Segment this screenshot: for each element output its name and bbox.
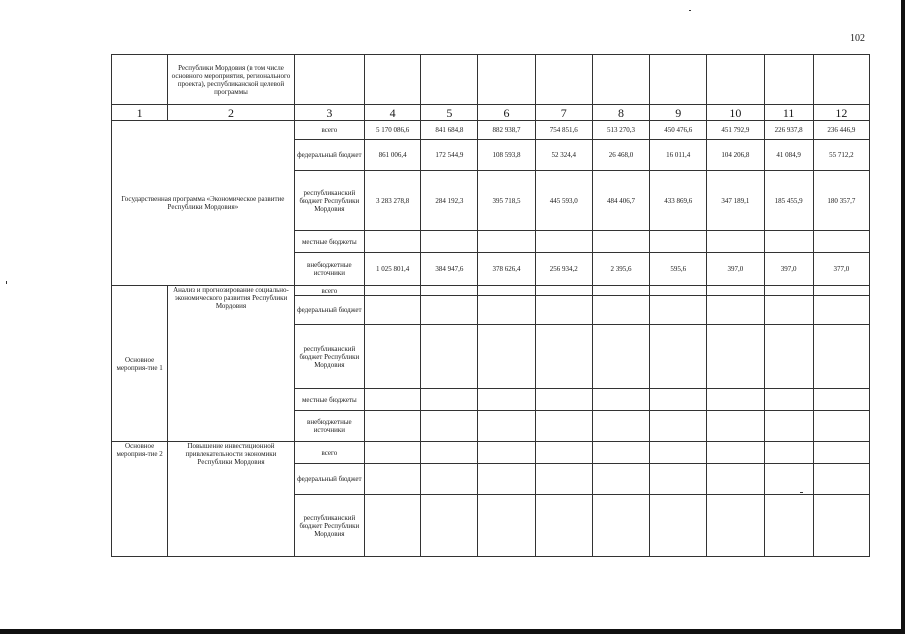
value-cell: 433 869,6 (650, 171, 707, 231)
value-cell (764, 411, 813, 442)
value-cell (813, 411, 869, 442)
value-cell: 16 011,4 (650, 140, 707, 171)
value-cell (421, 389, 478, 411)
source-label: федеральный бюджет (294, 296, 364, 325)
value-cell: 185 455,9 (764, 171, 813, 231)
value-cell (764, 389, 813, 411)
value-cell: 445 593,0 (535, 171, 592, 231)
value-cell (764, 296, 813, 325)
column-number: 10 (707, 105, 764, 121)
page-number: 102 (850, 33, 865, 44)
value-cell (764, 495, 813, 557)
value-cell (364, 286, 420, 296)
value-cell: 236 446,9 (813, 121, 869, 140)
value-cell (535, 411, 592, 442)
value-cell (707, 325, 764, 389)
value-cell (364, 495, 420, 557)
source-label: республиканский бюджет Республики Мордовия (294, 325, 364, 389)
value-cell: 451 792,9 (707, 121, 764, 140)
value-cell (813, 495, 869, 557)
table-cell (764, 55, 813, 105)
value-cell (650, 442, 707, 464)
value-cell (421, 296, 478, 325)
value-cell: 484 406,7 (592, 171, 649, 231)
scan-speck (6, 281, 7, 284)
value-cell (478, 389, 535, 411)
value-cell (478, 495, 535, 557)
table-cell (294, 55, 364, 105)
value-cell (764, 286, 813, 296)
activity2-label: Основное мероприя-тие 2 (112, 442, 168, 557)
value-cell (707, 464, 764, 495)
value-cell (650, 231, 707, 253)
value-cell (592, 296, 649, 325)
value-cell (364, 389, 420, 411)
value-cell (707, 411, 764, 442)
value-cell (764, 325, 813, 389)
value-cell: 226 937,8 (764, 121, 813, 140)
value-cell: 347 189,1 (707, 171, 764, 231)
value-cell: 882 938,7 (478, 121, 535, 140)
value-cell (535, 296, 592, 325)
activity1-label: Основное мероприя-тие 1 (112, 286, 168, 442)
value-cell (421, 411, 478, 442)
source-label: всего (294, 121, 364, 140)
value-cell (478, 325, 535, 389)
value-cell (650, 495, 707, 557)
value-cell: 377,0 (813, 253, 869, 286)
table-cell (650, 55, 707, 105)
value-cell (535, 286, 592, 296)
value-cell: 384 947,6 (421, 253, 478, 286)
value-cell (478, 411, 535, 442)
table-cell (478, 55, 535, 105)
column-number: 9 (650, 105, 707, 121)
value-cell (592, 325, 649, 389)
column-number: 5 (421, 105, 478, 121)
value-cell (813, 464, 869, 495)
column-number: 8 (592, 105, 649, 121)
column-number: 7 (535, 105, 592, 121)
table-cell (112, 55, 168, 105)
value-cell (535, 442, 592, 464)
value-cell (478, 296, 535, 325)
value-cell: 104 206,8 (707, 140, 764, 171)
value-cell (707, 442, 764, 464)
value-cell (535, 325, 592, 389)
value-cell: 108 593,8 (478, 140, 535, 171)
table-row-column-numbers (112, 105, 870, 121)
value-cell: 256 934,2 (535, 253, 592, 286)
value-cell: 1 025 801,4 (364, 253, 420, 286)
value-cell (592, 389, 649, 411)
scan-edge-right (901, 0, 905, 634)
value-cell (707, 286, 764, 296)
table-cell-program-desc: Республики Мордовия (в том числе основного мероприятия, регионального проекта), республиканской целевой программы (168, 55, 295, 105)
value-cell (650, 296, 707, 325)
value-cell (707, 495, 764, 557)
source-label: федеральный бюджет (294, 464, 364, 495)
value-cell (707, 296, 764, 325)
value-cell: 284 192,3 (421, 171, 478, 231)
value-cell (535, 464, 592, 495)
value-cell (813, 286, 869, 296)
value-cell (650, 464, 707, 495)
source-label: местные бюджеты (294, 389, 364, 411)
value-cell (764, 231, 813, 253)
value-cell (364, 296, 420, 325)
column-number: 1 (112, 105, 168, 121)
table-cell (535, 55, 592, 105)
value-cell (650, 389, 707, 411)
value-cell: 172 544,9 (421, 140, 478, 171)
value-cell (650, 411, 707, 442)
table-cell (364, 55, 420, 105)
program-title: Государственная программа «Экономическое развитие Республики Мордовия» (112, 121, 295, 286)
value-cell (364, 442, 420, 464)
source-label: всего (294, 442, 364, 464)
budget-table (111, 54, 870, 557)
value-cell (364, 231, 420, 253)
value-cell (764, 464, 813, 495)
value-cell (421, 286, 478, 296)
value-cell (592, 231, 649, 253)
table-cell (707, 55, 764, 105)
value-cell: 55 712,2 (813, 140, 869, 171)
column-number: 6 (478, 105, 535, 121)
value-cell: 397,0 (707, 253, 764, 286)
source-label: республиканский бюджет Республики Мордовия (294, 495, 364, 557)
value-cell (813, 389, 869, 411)
value-cell (592, 286, 649, 296)
value-cell (421, 464, 478, 495)
table-row-activity2-total (112, 442, 870, 464)
value-cell (478, 464, 535, 495)
column-number: 11 (764, 105, 813, 121)
source-label: местные бюджеты (294, 231, 364, 253)
value-cell: 395 718,5 (478, 171, 535, 231)
value-cell (650, 286, 707, 296)
value-cell (592, 411, 649, 442)
value-cell (478, 231, 535, 253)
value-cell: 754 851,6 (535, 121, 592, 140)
column-number: 2 (168, 105, 295, 121)
table-row-activity1-total (112, 286, 870, 296)
value-cell (592, 495, 649, 557)
source-label: внебюджетные источники (294, 411, 364, 442)
value-cell: 3 283 278,8 (364, 171, 420, 231)
value-cell (478, 442, 535, 464)
table-row-continued-header (112, 55, 870, 105)
value-cell (364, 464, 420, 495)
value-cell (592, 442, 649, 464)
table-cell (592, 55, 649, 105)
value-cell (364, 411, 420, 442)
column-number: 4 (364, 105, 420, 121)
value-cell (478, 286, 535, 296)
value-cell (813, 325, 869, 389)
value-cell (650, 325, 707, 389)
value-cell: 595,6 (650, 253, 707, 286)
value-cell: 378 626,4 (478, 253, 535, 286)
value-cell: 52 324,4 (535, 140, 592, 171)
value-cell: 2 395,6 (592, 253, 649, 286)
value-cell: 180 357,7 (813, 171, 869, 231)
scan-edge-bottom (0, 629, 905, 634)
value-cell (764, 442, 813, 464)
source-label: республиканский бюджет Республики Мордовия (294, 171, 364, 231)
value-cell: 513 270,3 (592, 121, 649, 140)
value-cell (535, 231, 592, 253)
source-label: внебюджетные источники (294, 253, 364, 286)
scan-speck (689, 10, 691, 11)
value-cell (707, 231, 764, 253)
value-cell (421, 231, 478, 253)
value-cell: 397,0 (764, 253, 813, 286)
value-cell (813, 296, 869, 325)
value-cell: 41 084,9 (764, 140, 813, 171)
value-cell: 5 170 086,6 (364, 121, 420, 140)
value-cell: 450 476,6 (650, 121, 707, 140)
value-cell (421, 442, 478, 464)
source-label: федеральный бюджет (294, 140, 364, 171)
value-cell (813, 231, 869, 253)
value-cell (813, 442, 869, 464)
table-cell (421, 55, 478, 105)
value-cell (364, 325, 420, 389)
value-cell (707, 389, 764, 411)
value-cell (421, 325, 478, 389)
value-cell (592, 464, 649, 495)
value-cell: 861 006,4 (364, 140, 420, 171)
value-cell (535, 389, 592, 411)
column-number: 3 (294, 105, 364, 121)
table-row-program-total (112, 121, 870, 140)
column-number: 12 (813, 105, 869, 121)
value-cell (421, 495, 478, 557)
value-cell: 26 468,0 (592, 140, 649, 171)
source-label: всего (294, 286, 364, 296)
value-cell: 841 684,8 (421, 121, 478, 140)
table-cell (813, 55, 869, 105)
value-cell (535, 495, 592, 557)
activity2-name: Повышение инвестиционной привлекательности экономики Республики Мордовия (168, 442, 295, 557)
activity1-name: Анализ и прогнозирование социально-экономического развития Республики Мордовия (168, 286, 295, 442)
